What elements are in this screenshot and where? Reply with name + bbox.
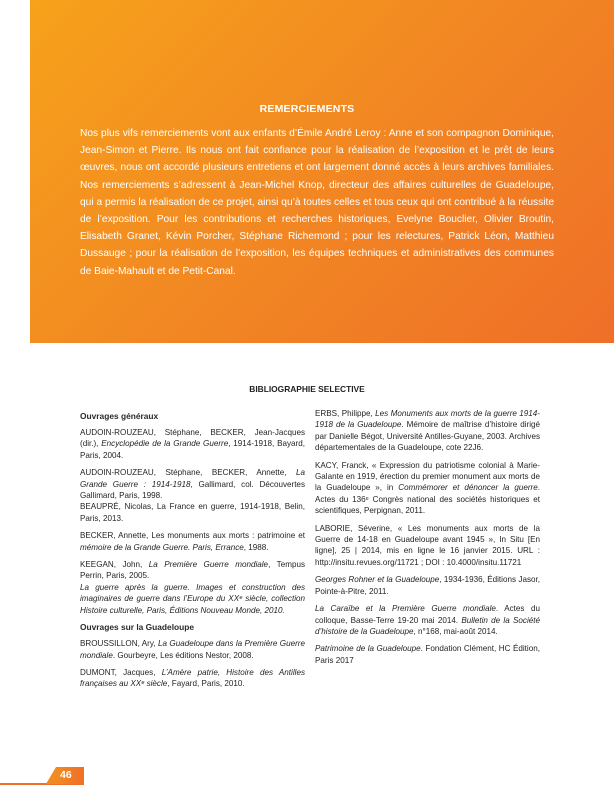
bib-entry: AUDOIN-ROUZEAU, Stéphane, BECKER, Annette, La Grande Guerre : 1914-1918, Gallimard, col. Découvertes Gallimard, Paris, 1998.	[80, 468, 305, 501]
bibliography-title: BIBLIOGRAPHIE SELECTIVE	[249, 384, 365, 394]
bib-entry: DUMONT, Jacques, L’Amère patrie, Histoire des Antilles françaises au XXᵉ siècle, Fayard, Paris, 2010.	[80, 667, 305, 689]
bib-entry: Patrimoine de la Guadeloupe. Fondation Clément, HC Édition, Paris 2017	[315, 644, 540, 665]
bibliography-right-column	[315, 408, 540, 672]
bib-entry: BECKER, Annette, Les monuments aux morts : patrimoine et mémoire de la Grande Guerre. Paris, Errance, 1988.	[80, 531, 305, 552]
section-heading-general: Ouvrages généraux	[80, 411, 159, 421]
bib-entry: KACY, Franck, « Expression du patriotisme colonial à Marie-Galante en 1919, érection du premier monument aux morts de la Guadeloupe », in Commémorer et dénoncer la guerre. Actes du 136ᵉ Congrès national des sociétés historiques et scientifiques, Perpignan, 2011.	[315, 460, 540, 516]
bib-entry: ERBS, Philippe, Les Monuments aux morts de la guerre 1914-1918 de la Guadeloupe. Mémoire de maîtrise d’histoire dirigé par Danielle Bégot, Université Antilles-Guyane, 2003. Archives départementales de la Guadeloupe, cote 22J6.	[315, 409, 540, 453]
bibliography-left-column	[80, 411, 305, 696]
page-number-tab	[0, 767, 84, 784]
bib-entry: KEEGAN, John, La Première Guerre mondiale, Tempus Perrin, Paris, 2005.	[80, 560, 306, 581]
acknowledgements-title: REMERCIEMENTS	[259, 103, 355, 115]
section-heading-guadeloupe: Ouvrages sur la Guadeloupe	[80, 622, 195, 633]
bib-entry: Georges Rohner et la Guadeloupe, 1934-1936, Éditions Jasor, Pointe-à-Pitre, 2011.	[315, 575, 540, 596]
page-number: 46	[60, 769, 72, 781]
bib-entry: La guerre après la guerre. Images et construction des imaginaires de guerre dans l’Europe du XXᵉ siècle, collection Histoire culturelle, Paris, Éditions Nouveau Monde, 2010.	[80, 582, 305, 615]
bib-entry: AUDOIN-ROUZEAU, Stéphane, BECKER, Jean-Jacques (dir.), Encyclopédie de la Grande Guerre, 1914-1918, Bayard, Paris, 2004.	[80, 428, 305, 460]
bib-entry: La Caraïbe et la Première Guerre mondiale. Actes du colloque, Basse-Terre 19-20 mai 2014. Bulletin de la Société d’histoire de la Guadeloupe, n°168, mai-août 2014.	[315, 604, 540, 636]
tab-corner	[46, 767, 56, 784]
bib-entry: BROUSSILLON, Ary, La Guadeloupe dans la Première Guerre mondiale. Gourbeyre, Les éditions Nestor, 2008.	[80, 639, 305, 660]
bib-entry: BEAUPRÉ, Nicolas, La France en guerre, 1914-1918, Belin, Paris, 2013.	[80, 502, 305, 523]
bib-entry: LABORIE, Séverine, « Les monuments aux morts de la Guerre de 14-18 en Guadeloupe avant 1945 », In Situ [En ligne], 25 | 2014, mis en ligne le 16 janvier 2015. URL : http://insitu.revues.org/11721 ; DOI : 10.4000/insitu.11721	[315, 523, 540, 567]
acknowledgements-text: Nos plus vifs remerciements vont aux enfants d’Émile André Leroy : Anne et son compagnon Dominique, Jean-Simon et Pierre. Ils nous ont fait confiance pour la réalisation de l’exposition et le prêt de leurs œuvres, nous ont accordé plusieurs entretiens et ont largement donné accès à leurs archives familiales. Nos remerciements s’adressent à Jean-Michel Knop, directeur des affaires culturelles de Guadeloupe, qui a permis la réalisation de ce projet, ainsi qu’à toutes celles et tous ceux qui ont contribué à la réussite de l’exposition. Pour les contributions et recherches historiques, Evelyne Bouclier, Olivier Broutin, Elisabeth Granet, Kévin Porcher, Stéphane Richemond ; pour les relectures, Patrick Léon, Matthieu Dussauge ; pour la réalisation de l’exposition, les équipes techniques et administratives des communes de Baie-Mahault et de Petit-Canal.	[80, 128, 554, 277]
